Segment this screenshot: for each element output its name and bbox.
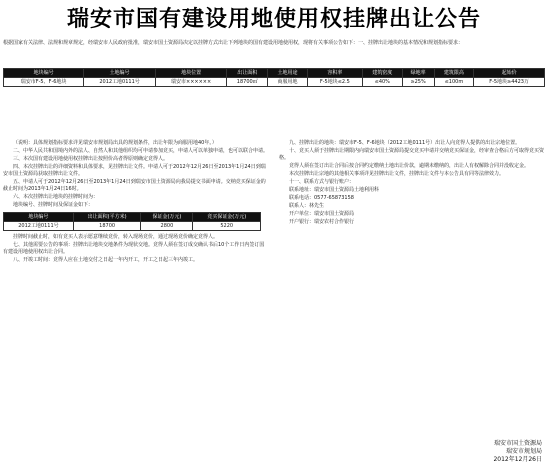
parcel-table-cell: F-5地块≥4423万: [474, 78, 545, 87]
deposit-table-cell: 5220: [193, 222, 261, 231]
paragraph: 竞得人须在签订出让合同后按合同约定缴纳土地出让价款，逾期未缴纳的，出让人有权解除合同并没收定金。: [289, 163, 530, 169]
signature-date: 2012年12月26日: [493, 456, 542, 463]
deposit-table-cell: 18700: [73, 222, 140, 231]
deposit-table-header: [4, 213, 261, 222]
deposit-table-header-cell: 地块编号: [4, 213, 74, 222]
parcel-table-cell: 瑞安市F-5、F-6地块: [4, 78, 84, 87]
paragraph: 七、其他需要公告的事项：挂牌出让地块交地条件为现状交地。竞得人须在签订成交确认书后10个工作日内签订国有建设用地使用权出让合同。: [3, 242, 265, 255]
parcel-table-cell: F-5地块≤2.5: [307, 78, 362, 87]
parcel-table-header-cell: 地块位置: [155, 69, 226, 78]
table-row: [4, 78, 545, 87]
signature-block: [422, 440, 542, 464]
parcel-table-header-cell: 出让面积: [227, 69, 268, 78]
parcel-table-header-cell: 起始价: [474, 69, 545, 78]
parcel-table-cell: ≥25%: [402, 78, 434, 87]
signature-org: 瑞安市国土资源局: [493, 440, 542, 447]
paragraph: 联系地址：瑞安市国土资源局土地利用科: [289, 187, 380, 193]
parcel-table-header-cell: 地块编号: [4, 69, 84, 78]
paragraph: 八、开竣工时间：竞得人应在土地交付之日起一年内开工，开工之日起三年内竣工。: [13, 257, 199, 263]
paragraph: 六、本次挂牌出让地块的挂牌时间为：: [13, 194, 99, 200]
parcel-table-cell: ≤100m: [434, 78, 474, 87]
table-row: [4, 222, 261, 231]
paragraph: 三、本次国有建设用地使用权挂牌出让按照价高者得原则确定竞得人。: [13, 156, 169, 162]
parcel-table-cell: 瑞安市××××××: [155, 78, 226, 87]
parcel-table-cell: ≤40%: [363, 78, 403, 87]
parcel-table-cell: 18700㎡: [227, 78, 268, 87]
parcel-table-header-cell: 容积率: [307, 69, 362, 78]
paragraph: 本次挂牌出让宗地的其他相关事项详见挂牌出让文件，挂牌出让文件与本公告具有同等法律效力。: [289, 171, 505, 177]
deposit-table-header-cell: 竞买保证金(万元): [193, 213, 261, 222]
left-paragraphs: [3, 140, 269, 209]
parcel-table-header-cell: 土地用途: [268, 69, 308, 78]
paragraph: 十、竞买人须于挂牌出让期限内向瑞安市国土资源局提交竞买申请并交纳竞买保证金，经审查合格后方可取得竞买资格。: [279, 148, 545, 161]
parcel-table-header-cell: 土地编号: [84, 69, 156, 78]
right-column: [279, 140, 545, 227]
parcel-table: [3, 68, 545, 87]
deposit-table-cell: 2800: [141, 222, 193, 231]
deposit-table-header-cell: 出让面积(平方米): [73, 213, 140, 222]
deposit-table-cell: 2012工地0111号: [4, 222, 74, 231]
deposit-table-header-cell: 保证金(万元): [141, 213, 193, 222]
parcel-table-cell: 2012工地0111号: [84, 78, 156, 87]
parcel-table-body: [4, 78, 545, 87]
signature-org-2: 瑞安市规划局: [505, 448, 542, 455]
paragraph: 十一、联系方式与银行账户：: [289, 179, 355, 185]
parcel-table-header-cell: 建筑限高: [434, 69, 474, 78]
parcel-table-cell: 商服用地: [268, 78, 308, 87]
paragraph: 五、申请人可于2012年12月26日至2013年1月24日到瑞安市国土资源局向我局提交书面申请。交纳竞买保证金的截止时间为2013年1月24日16时。: [3, 179, 266, 192]
deposit-table-body: [4, 222, 261, 231]
right-paragraphs: [279, 140, 545, 226]
paragraph: 挂牌时间截止时，如有竞买人表示愿意继续竞价，转入现场竞价，通过现场竞价确定竞得人。: [13, 234, 219, 240]
paragraph: 开户银行：瑞安农村合作银行: [289, 219, 355, 225]
deposit-table: [3, 212, 261, 231]
page-title: 瑞安市国有建设用地使用权挂牌出让公告: [66, 7, 481, 32]
intro-text: 根据国家有关法律、法规和规章规定，经瑞安市人民政府批准，瑞安市国土资源局决定以挂牌方式出让下列地块的国有建设用地使用权，现将有关事项公告如下：一、挂牌出让地块的基本情况和规划指标要求：: [3, 40, 464, 46]
left-paragraphs-2: [3, 234, 269, 264]
parcel-table-header: [4, 69, 545, 78]
left-column: [3, 140, 269, 265]
paragraph: （说明：具体规划指标要求详见瑞安市规划局出具的规划条件，出让年限为商服用地40年。）: [13, 140, 217, 146]
paragraph: 九、挂牌出让的地块：瑞安市F-5、F-6地块（2012工地0111号）出让人向竞得人提供的出让宗地位置。: [289, 140, 521, 146]
paragraph: 二、中华人民共和国境内外的法人、自然人和其他组织均可申请参加竞买，申请人可以单独申请，也可以联合申请。: [13, 148, 269, 154]
paragraph: 联系人：林先生: [289, 203, 325, 209]
paragraph: 开户单位：瑞安市国土资源局: [289, 211, 355, 217]
parcel-table-header-cell: 建筑密度: [363, 69, 403, 78]
paragraph: 四、本次挂牌出让的详细资料和具体要求，见挂牌出让文件。申请人可于2012年12月26日至2013年1月24日到瑞安市国土资源局获取挂牌出让文件。: [3, 164, 266, 177]
parcel-table-header-cell: 绿地率: [402, 69, 434, 78]
paragraph: 地块编号、挂牌时间及保证金如下：: [13, 202, 94, 208]
paragraph: 联系电话：0577-65873158: [289, 195, 354, 201]
